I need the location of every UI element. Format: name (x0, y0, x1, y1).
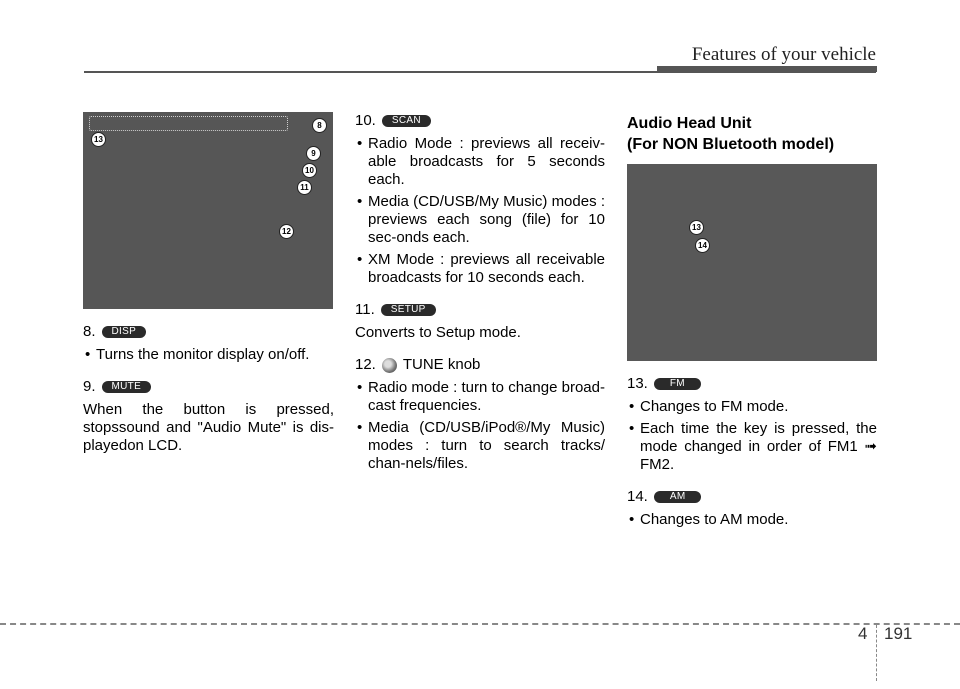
head-unit-figure-1 (83, 112, 333, 309)
chapter-number: 4 (858, 624, 868, 643)
item-13-heading (627, 375, 877, 393)
item-11-text: Converts to Setup mode. (355, 324, 521, 341)
item-number: 9. (83, 378, 96, 395)
bullet-item: • Media (CD/USB/My Music) modes : previews each song (file) for 10 sec-onds each. (355, 193, 605, 247)
bullet-item: • XM Mode : previews all receivable broadcasts for 10 seconds each. (355, 251, 605, 287)
bullet-item: • Changes to AM mode. (627, 511, 877, 529)
scan-button-badge: SCAN (382, 115, 431, 127)
head-unit-figure-2 (627, 164, 877, 361)
display-outline (89, 116, 288, 131)
item-13-bullets (627, 398, 877, 474)
callout-12: 12 (279, 224, 294, 239)
callout-9: 9 (306, 146, 321, 161)
item-number: 10. (355, 112, 376, 129)
bullet-item: • Each time the key is pressed, the mode changed in order of FM1 ➟ FM2. (627, 420, 877, 474)
left-column (83, 112, 334, 455)
right-column (627, 112, 877, 533)
bullet-item: • Radio mode : turn to change broad-cast frequencies. (355, 379, 605, 415)
setup-button-badge: SETUP (381, 304, 436, 316)
running-header: Features of your vehicle (691, 44, 876, 65)
item-14-heading (627, 488, 877, 506)
item-8-heading (83, 323, 334, 341)
item-9-text: When the button is pressed, stopssound and "Audio Mute" is dis-playedon LCD. (83, 401, 334, 454)
item-10-bullets (355, 135, 605, 287)
item-9-heading (83, 378, 334, 396)
item-11-heading (355, 301, 605, 319)
bullet-item: • Turns the monitor display on/off. (83, 346, 334, 364)
callout-13: 13 (689, 220, 704, 235)
tune-knob-label: TUNE knob (402, 356, 481, 373)
bullet-item: • Radio Mode : previews all receiv-able broadcasts for 5 seconds each. (355, 135, 605, 189)
item-12-heading (355, 356, 605, 374)
page-number-divider (876, 625, 877, 681)
section-title: Audio Head Unit (627, 115, 752, 132)
item-14-bullets (627, 511, 877, 529)
callout-14: 14 (695, 238, 710, 253)
callout-13: 13 (91, 132, 106, 147)
footer-rule (0, 623, 960, 625)
page-number: 191 (884, 624, 913, 643)
bullet-item: • Media (CD/USB/iPod®/My Music) modes : turn to search tracks/ chan-nels/files. (355, 419, 605, 473)
header-accent-bar (657, 66, 877, 72)
fm-button-badge: FM (654, 378, 701, 390)
callout-10: 10 (302, 163, 317, 178)
bullet-item: • Changes to FM mode. (627, 398, 877, 416)
item-number: 11. (355, 301, 375, 318)
item-8-bullets (83, 346, 334, 364)
mute-button-badge: MUTE (102, 381, 152, 393)
item-10-heading (355, 112, 605, 130)
disp-button-badge: DISP (102, 326, 147, 338)
tune-knob-icon (382, 358, 397, 373)
item-number: 8. (83, 323, 96, 340)
callout-11: 11 (297, 180, 312, 195)
item-12-bullets (355, 379, 605, 473)
item-number: 14. (627, 488, 648, 505)
item-number: 13. (627, 375, 648, 392)
section-subtitle: (For NON Bluetooth model) (627, 136, 835, 153)
middle-column (355, 112, 605, 477)
am-button-badge: AM (654, 491, 702, 503)
item-number: 12. (355, 356, 376, 373)
callout-8: 8 (312, 118, 327, 133)
